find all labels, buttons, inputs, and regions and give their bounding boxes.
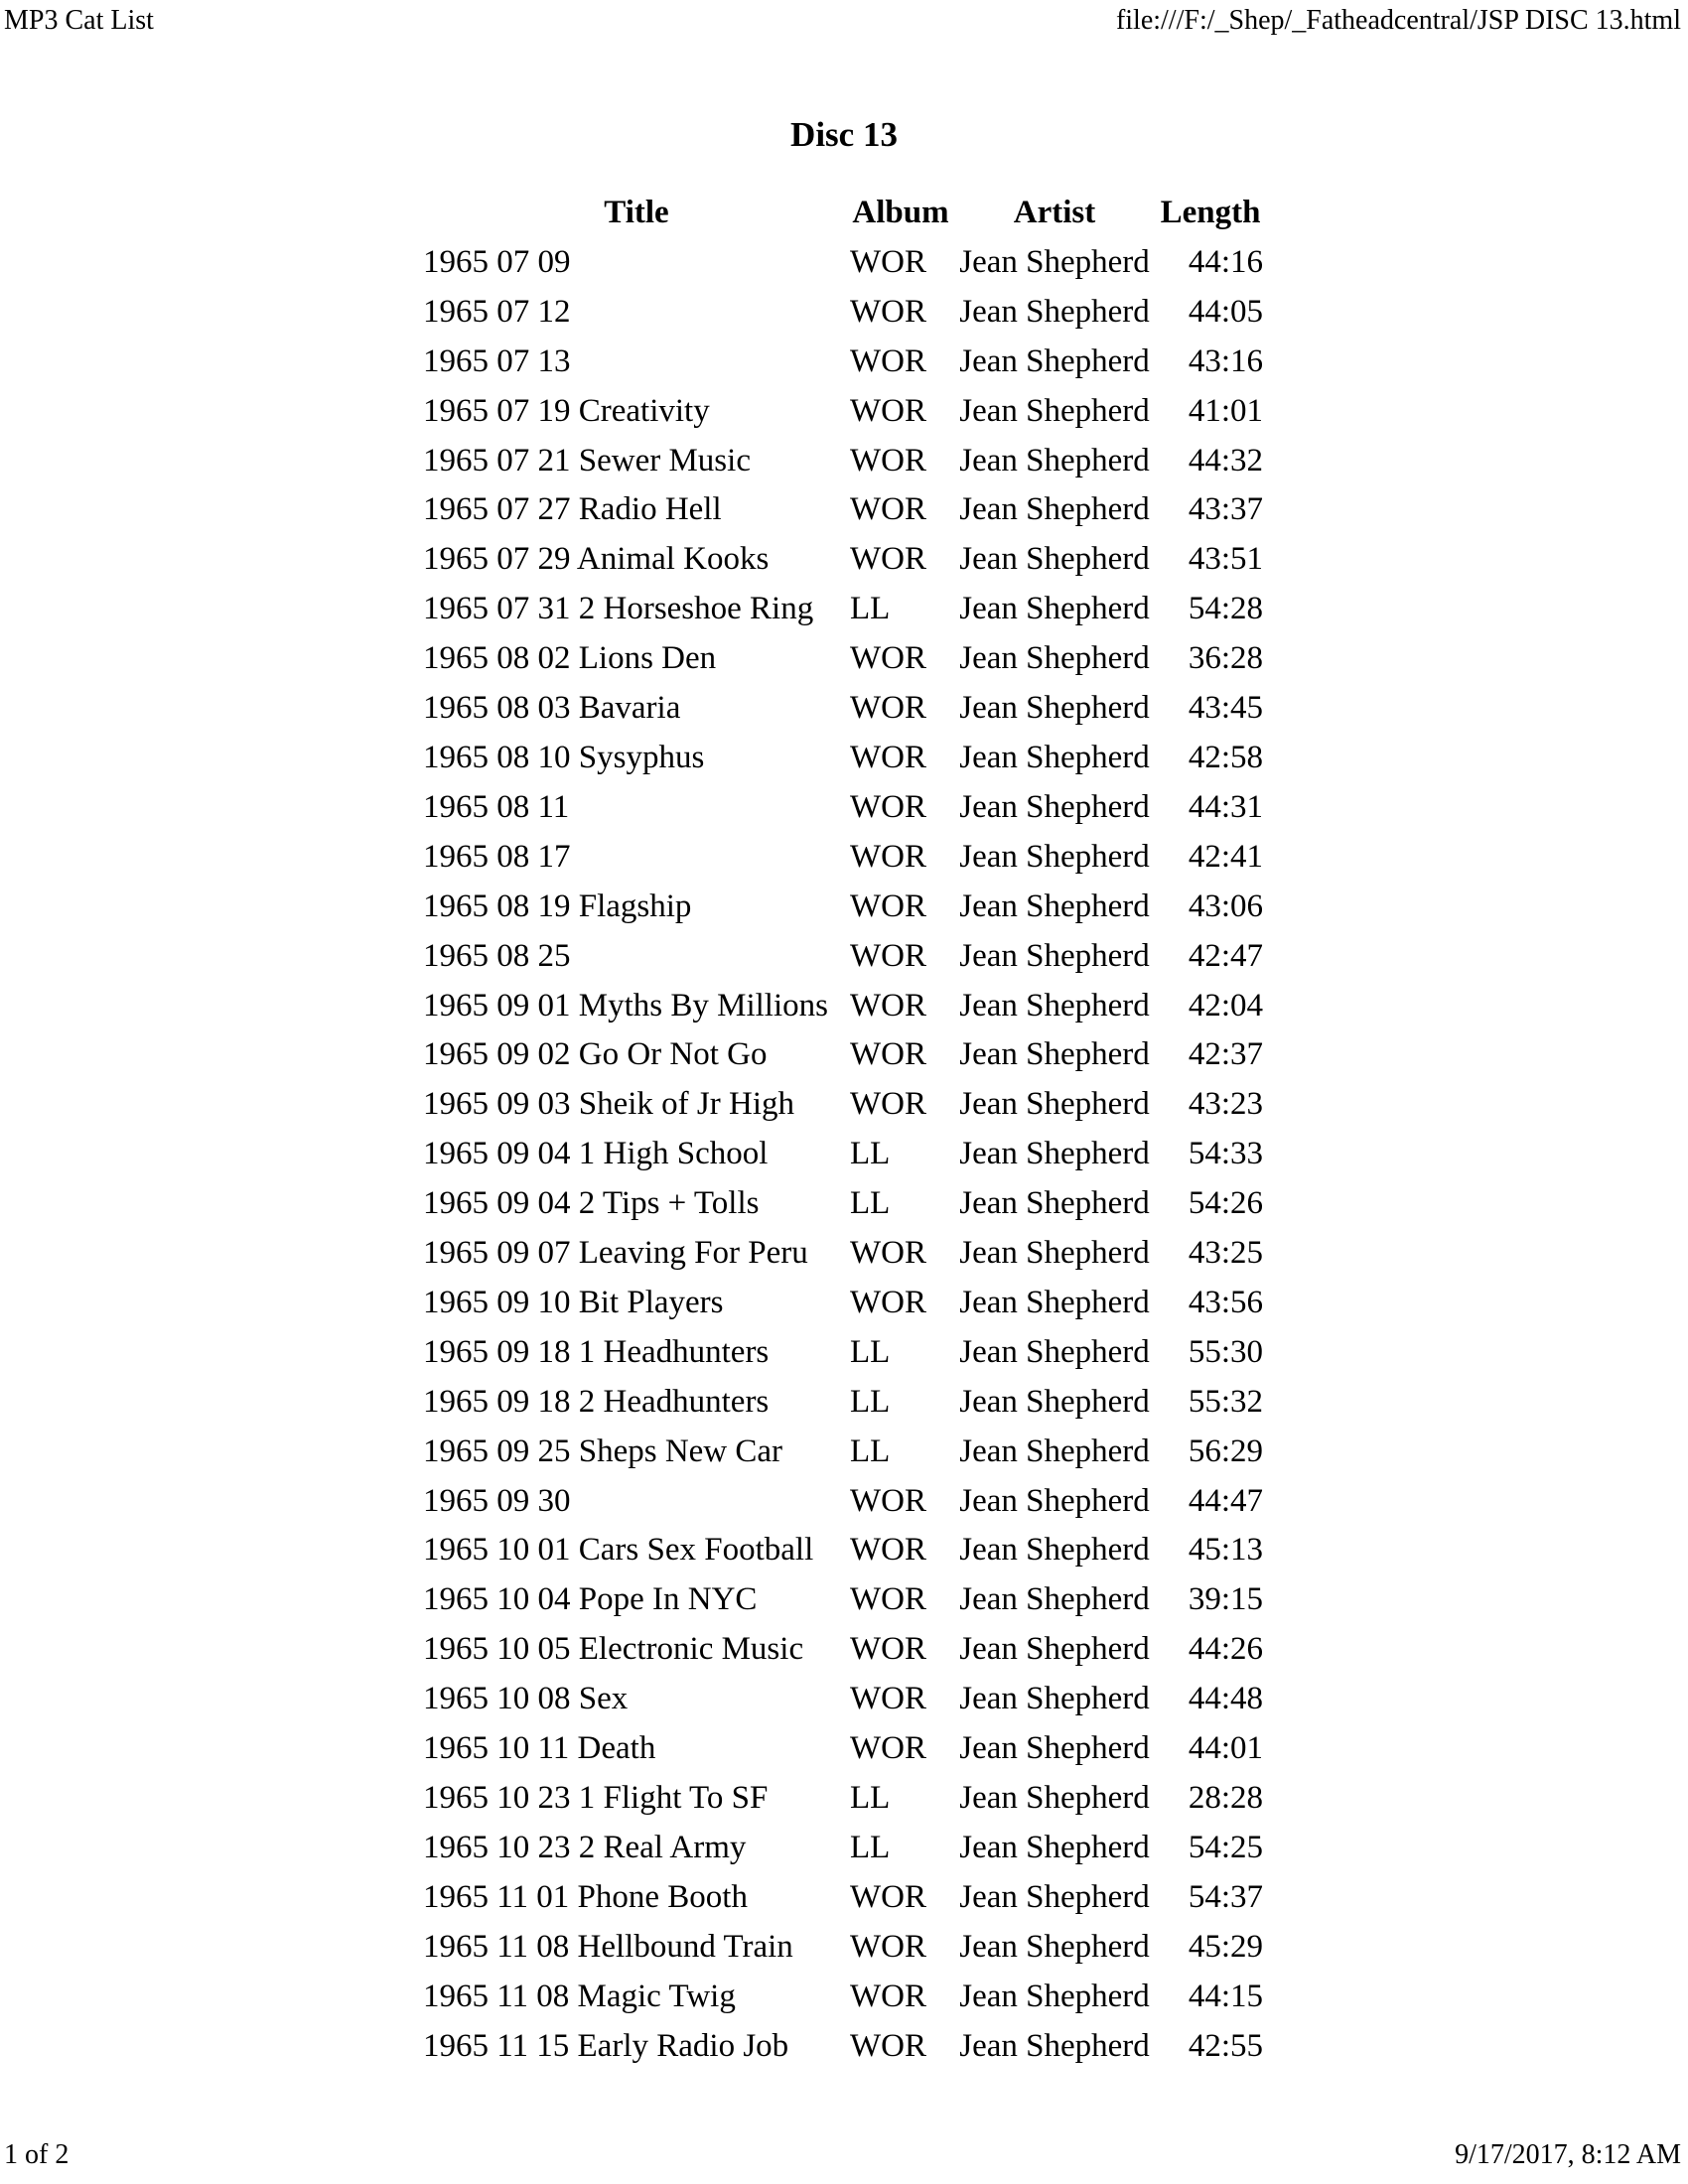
cell-album: WOR	[850, 1284, 926, 1320]
table-row	[423, 1130, 1263, 1179]
cell-title: 1965 09 18 1 Headhunters	[423, 1333, 770, 1370]
cell-artist: Jean Shepherd	[959, 1235, 1150, 1272]
cell-length: 42:58	[1188, 739, 1263, 775]
cell-artist: Jean Shepherd	[959, 1383, 1150, 1420]
cell-length: 42:41	[1188, 838, 1263, 875]
cell-album: WOR	[850, 1532, 926, 1569]
table-row	[423, 634, 1263, 684]
cell-length: 43:06	[1188, 887, 1263, 924]
cell-artist: Jean Shepherd	[959, 1086, 1150, 1123]
cell-album: WOR	[850, 2027, 926, 2064]
cell-artist: Jean Shepherd	[959, 1631, 1150, 1668]
cell-title: 1965 08 03 Bavaria	[423, 690, 681, 727]
cell-album: WOR	[850, 1235, 926, 1272]
table-row	[423, 2022, 1263, 2072]
cell-title: 1965 09 18 2 Headhunters	[423, 1383, 770, 1420]
cell-length: 28:28	[1188, 1780, 1263, 1816]
cell-length: 43:16	[1188, 342, 1263, 379]
table-row	[423, 684, 1263, 734]
cell-title: 1965 11 08 Magic Twig	[423, 1978, 736, 2014]
cell-album: WOR	[850, 1928, 926, 1965]
cell-length: 42:04	[1188, 987, 1263, 1024]
table-row	[423, 932, 1263, 982]
table-row	[423, 982, 1263, 1031]
cell-title: 1965 10 08 Sex	[423, 1681, 629, 1717]
cell-artist: Jean Shepherd	[959, 1482, 1150, 1519]
cell-length: 42:47	[1188, 937, 1263, 974]
cell-title: 1965 10 05 Electronic Music	[423, 1631, 804, 1668]
cell-album: LL	[850, 1383, 891, 1420]
cell-title: 1965 09 04 2 Tips + Tolls	[423, 1185, 760, 1222]
cell-album: LL	[850, 1333, 891, 1370]
cell-artist: Jean Shepherd	[959, 1928, 1150, 1965]
table-row	[423, 1477, 1263, 1527]
cell-title: 1965 10 23 1 Flight To SF	[423, 1780, 769, 1816]
cell-length: 44:26	[1188, 1631, 1263, 1668]
cell-artist: Jean Shepherd	[959, 838, 1150, 875]
cell-length: 44:32	[1188, 442, 1263, 478]
cell-title: 1965 11 01 Phone Booth	[423, 1878, 748, 1915]
table-row	[423, 1575, 1263, 1625]
cell-title: 1965 09 10 Bit Players	[423, 1284, 724, 1320]
cell-artist: Jean Shepherd	[959, 591, 1150, 627]
cell-length: 56:29	[1188, 1433, 1263, 1469]
cell-artist: Jean Shepherd	[959, 243, 1150, 280]
cell-title: 1965 08 10 Sysyphus	[423, 739, 705, 775]
cell-artist: Jean Shepherd	[959, 1978, 1150, 2014]
cell-length: 43:37	[1188, 491, 1263, 528]
cell-title: 1965 08 02 Lions Den	[423, 640, 717, 677]
cell-length: 54:33	[1188, 1136, 1263, 1172]
cell-album: WOR	[850, 1482, 926, 1519]
cell-title: 1965 09 01 Myths By Millions	[423, 987, 828, 1024]
cell-title: 1965 09 03 Sheik of Jr High	[423, 1086, 794, 1123]
cell-album: LL	[850, 1829, 891, 1865]
table-header-row	[423, 189, 1263, 238]
cell-artist: Jean Shepherd	[959, 887, 1150, 924]
cell-length: 39:15	[1188, 1581, 1263, 1618]
table-row	[423, 1824, 1263, 1873]
cell-title: 1965 08 19 Flagship	[423, 887, 692, 924]
cell-length: 44:31	[1188, 788, 1263, 825]
cell-title: 1965 09 30	[423, 1482, 571, 1519]
cell-album: LL	[850, 591, 891, 627]
cell-length: 44:48	[1188, 1681, 1263, 1717]
cell-length: 54:26	[1188, 1185, 1263, 1222]
cell-album: WOR	[850, 887, 926, 924]
cell-album: WOR	[850, 1730, 926, 1767]
cell-artist: Jean Shepherd	[959, 1581, 1150, 1618]
cell-artist: Jean Shepherd	[959, 392, 1150, 429]
page-title: Disc 13	[790, 115, 898, 154]
cell-album: WOR	[850, 788, 926, 825]
cell-album: WOR	[850, 987, 926, 1024]
cell-title: 1965 07 13	[423, 342, 571, 379]
cell-album: WOR	[850, 1086, 926, 1123]
table-row	[423, 1328, 1263, 1378]
table-row	[423, 833, 1263, 883]
cell-length: 54:37	[1188, 1878, 1263, 1915]
column-header-title: Title	[604, 195, 669, 230]
cell-length: 42:55	[1188, 2027, 1263, 2064]
cell-title: 1965 07 21 Sewer Music	[423, 442, 751, 478]
cell-title: 1965 09 04 1 High School	[423, 1136, 769, 1172]
track-table	[423, 189, 1263, 2071]
print-timestamp: 9/17/2017, 8:12 AM	[1455, 2139, 1681, 2170]
table-row	[423, 1428, 1263, 1477]
cell-title: 1965 07 19 Creativity	[423, 392, 710, 429]
cell-title: 1965 10 01 Cars Sex Football	[423, 1532, 814, 1569]
cell-artist: Jean Shepherd	[959, 1780, 1150, 1816]
cell-length: 43:51	[1188, 541, 1263, 578]
cell-album: WOR	[850, 1036, 926, 1073]
cell-album: WOR	[850, 739, 926, 775]
cell-length: 44:16	[1188, 243, 1263, 280]
cell-artist: Jean Shepherd	[959, 640, 1150, 677]
cell-artist: Jean Shepherd	[959, 1829, 1150, 1865]
cell-album: LL	[850, 1780, 891, 1816]
table-row	[423, 437, 1263, 486]
table-row	[423, 1724, 1263, 1774]
cell-artist: Jean Shepherd	[959, 342, 1150, 379]
cell-title: 1965 11 08 Hellbound Train	[423, 1928, 793, 1965]
cell-album: WOR	[850, 491, 926, 528]
cell-length: 43:45	[1188, 690, 1263, 727]
cell-artist: Jean Shepherd	[959, 1730, 1150, 1767]
table-row	[423, 1675, 1263, 1724]
cell-album: WOR	[850, 1978, 926, 2014]
cell-length: 42:37	[1188, 1036, 1263, 1073]
cell-length: 45:29	[1188, 1928, 1263, 1965]
table-row	[423, 485, 1263, 535]
cell-album: WOR	[850, 243, 926, 280]
column-header-artist: Artist	[1013, 195, 1096, 230]
cell-length: 43:56	[1188, 1284, 1263, 1320]
cell-length: 44:01	[1188, 1730, 1263, 1767]
table-row	[423, 238, 1263, 288]
table-row	[423, 1526, 1263, 1575]
table-row	[423, 1229, 1263, 1279]
table-row	[423, 1625, 1263, 1675]
cell-album: LL	[850, 1185, 891, 1222]
table-row	[423, 288, 1263, 338]
cell-length: 44:05	[1188, 293, 1263, 330]
table-row	[423, 338, 1263, 387]
cell-length: 54:25	[1188, 1829, 1263, 1865]
cell-artist: Jean Shepherd	[959, 1433, 1150, 1469]
cell-artist: Jean Shepherd	[959, 293, 1150, 330]
page-number: 1 of 2	[4, 2139, 70, 2170]
cell-artist: Jean Shepherd	[959, 739, 1150, 775]
cell-length: 55:30	[1188, 1333, 1263, 1370]
cell-album: WOR	[850, 838, 926, 875]
cell-artist: Jean Shepherd	[959, 2027, 1150, 2064]
cell-title: 1965 09 25 Sheps New Car	[423, 1433, 783, 1469]
cell-album: WOR	[850, 1581, 926, 1618]
table-row	[423, 783, 1263, 833]
table-row	[423, 1378, 1263, 1428]
table-row	[423, 734, 1263, 783]
cell-artist: Jean Shepherd	[959, 987, 1150, 1024]
cell-artist: Jean Shepherd	[959, 937, 1150, 974]
cell-artist: Jean Shepherd	[959, 1333, 1150, 1370]
cell-album: LL	[850, 1136, 891, 1172]
cell-title: 1965 10 04 Pope In NYC	[423, 1581, 758, 1618]
cell-artist: Jean Shepherd	[959, 1681, 1150, 1717]
cell-length: 43:25	[1188, 1235, 1263, 1272]
table-row	[423, 1279, 1263, 1328]
table-row	[423, 535, 1263, 585]
cell-title: 1965 07 31 2 Horseshoe Ring	[423, 591, 814, 627]
cell-artist: Jean Shepherd	[959, 442, 1150, 478]
cell-title: 1965 09 02 Go Or Not Go	[423, 1036, 768, 1073]
table-row	[423, 1973, 1263, 2022]
cell-album: WOR	[850, 392, 926, 429]
cell-album: WOR	[850, 690, 926, 727]
cell-artist: Jean Shepherd	[959, 1532, 1150, 1569]
table-row	[423, 1923, 1263, 1973]
print-header-title: MP3 Cat List	[4, 5, 154, 36]
cell-title: 1965 11 15 Early Radio Job	[423, 2027, 789, 2064]
cell-title: 1965 10 23 2 Real Army	[423, 1829, 747, 1865]
print-header-url: file:///F:/_Shep/_Fatheadcentral/JSP DISC 13.html	[1115, 5, 1681, 36]
cell-album: WOR	[850, 640, 926, 677]
cell-title: 1965 07 12	[423, 293, 571, 330]
table-row	[423, 1030, 1263, 1080]
cell-album: WOR	[850, 442, 926, 478]
cell-artist: Jean Shepherd	[959, 491, 1150, 528]
table-row	[423, 1873, 1263, 1923]
cell-title: 1965 07 09	[423, 243, 571, 280]
table-row	[423, 1774, 1263, 1824]
track-table-body	[423, 238, 1263, 2072]
table-row	[423, 387, 1263, 437]
cell-artist: Jean Shepherd	[959, 1185, 1150, 1222]
cell-album: LL	[850, 1433, 891, 1469]
cell-title: 1965 07 27 Radio Hell	[423, 491, 722, 528]
cell-length: 55:32	[1188, 1383, 1263, 1420]
table-row	[423, 883, 1263, 932]
column-header-length: Length	[1160, 195, 1261, 230]
cell-album: WOR	[850, 293, 926, 330]
cell-length: 45:13	[1188, 1532, 1263, 1569]
cell-album: WOR	[850, 1681, 926, 1717]
cell-length: 43:23	[1188, 1086, 1263, 1123]
cell-length: 44:47	[1188, 1482, 1263, 1519]
cell-title: 1965 09 07 Leaving For Peru	[423, 1235, 808, 1272]
column-header-album: Album	[852, 195, 949, 230]
cell-length: 36:28	[1188, 640, 1263, 677]
cell-artist: Jean Shepherd	[959, 1136, 1150, 1172]
table-row	[423, 585, 1263, 634]
cell-album: WOR	[850, 541, 926, 578]
table-row	[423, 1179, 1263, 1229]
cell-artist: Jean Shepherd	[959, 541, 1150, 578]
cell-artist: Jean Shepherd	[959, 788, 1150, 825]
cell-album: WOR	[850, 937, 926, 974]
cell-length: 54:28	[1188, 591, 1263, 627]
cell-artist: Jean Shepherd	[959, 1036, 1150, 1073]
cell-album: WOR	[850, 1878, 926, 1915]
cell-album: WOR	[850, 1631, 926, 1668]
cell-length: 44:15	[1188, 1978, 1263, 2014]
cell-title: 1965 08 11	[423, 788, 570, 825]
cell-title: 1965 10 11 Death	[423, 1730, 656, 1767]
cell-album: WOR	[850, 342, 926, 379]
cell-title: 1965 08 25	[423, 937, 571, 974]
table-row	[423, 1080, 1263, 1130]
cell-artist: Jean Shepherd	[959, 690, 1150, 727]
cell-length: 41:01	[1188, 392, 1263, 429]
cell-artist: Jean Shepherd	[959, 1878, 1150, 1915]
cell-title: 1965 07 29 Animal Kooks	[423, 541, 770, 578]
cell-artist: Jean Shepherd	[959, 1284, 1150, 1320]
cell-title: 1965 08 17	[423, 838, 571, 875]
